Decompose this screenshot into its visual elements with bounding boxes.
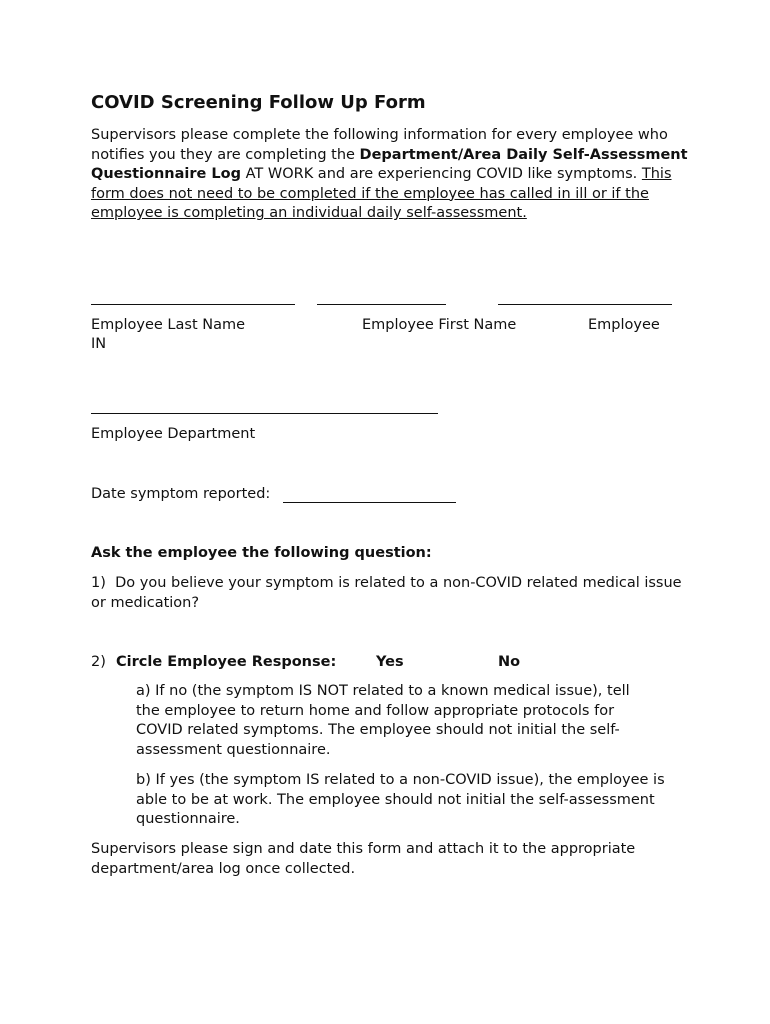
first-name-label: Employee First Name — [362, 317, 517, 333]
response-yes[interactable]: Yes — [376, 654, 404, 670]
form-title: COVID Screening Follow Up Form — [91, 92, 426, 113]
question-2-label: Circle Employee Response: — [116, 654, 337, 670]
date-blank[interactable] — [283, 502, 456, 503]
question-1-text: Do you believe your symptom is related to a non-COVID related medical issue or medication? — [91, 575, 682, 611]
last-name-blank[interactable] — [91, 304, 295, 305]
last-name-label: Employee Last Name — [91, 317, 246, 333]
date-label: Date symptom reported: — [91, 486, 271, 502]
initials-label-continued: IN — [91, 336, 107, 352]
intro-log-name: Department/Area Daily Self-Assessment Questionnaire Log — [91, 146, 688, 182]
first-name-blank[interactable] — [317, 304, 446, 305]
response-no[interactable]: No — [498, 654, 521, 670]
initials-label: Employee — [588, 317, 660, 333]
question-2-number: 2) — [91, 654, 106, 670]
question-1-number: 1) — [91, 575, 106, 591]
instruction-b: b) If yes (the symptom IS related to a non-COVID issue), the employee is able to be at work. The employee should not initial the self-assessment questionnaire. — [136, 772, 665, 827]
instruction-a: a) If no (the symptom IS NOT related to a known medical issue), tell the employee to return home and follow appropriate protocols for COVID related symptoms. The employee should not initial the self-assessment questionnaire. — [136, 683, 630, 758]
department-label: Employee Department — [91, 426, 256, 442]
intro-text-part2: AT WORK and are experiencing COVID like symptoms. — [241, 166, 642, 182]
closing-note: Supervisors please sign and date this form and attach it to the appropriate department/area log once collected. — [91, 841, 636, 877]
question-heading: Ask the employee the following question: — [91, 545, 432, 561]
department-blank[interactable] — [91, 413, 438, 414]
intro-text-part1: Supervisors please complete the following information for every employee who notifies you they are completing the — [91, 127, 668, 163]
intro-paragraph — [91, 126, 701, 224]
initials-blank[interactable] — [498, 304, 672, 305]
intro-exception-note: This form does not need to be completed if the employee has called in ill or if the employee is completing an individual daily self-assessment. — [91, 166, 672, 221]
question-1 — [91, 574, 691, 613]
